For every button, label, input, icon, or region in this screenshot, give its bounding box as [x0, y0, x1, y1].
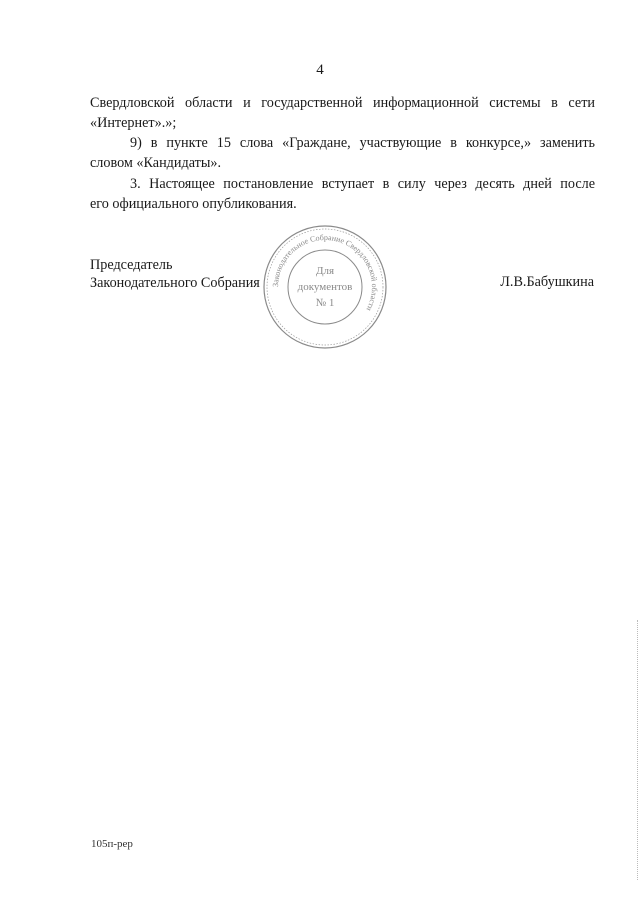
signer-title-line: Председатель: [90, 257, 173, 273]
seal-center-line: № 1: [315, 297, 335, 309]
paragraph-continuation: [90, 93, 595, 133]
paragraph-line: Свердловской области и государственной информационной системы в сети: [90, 95, 595, 111]
seal-center-line: документов: [297, 281, 353, 293]
signer-title: [90, 256, 260, 292]
scan-edge-mark: [636, 620, 638, 880]
page-number: 4: [316, 62, 324, 78]
official-seal-stamp: [262, 224, 388, 350]
seal-ring-text: Законодательное Собрание Свердловской области: [270, 232, 380, 313]
paragraph-line: его официального опубликования.: [90, 196, 297, 212]
paragraph-line: 3. Настоящее постановление вступает в силу через десять дней после: [130, 176, 595, 192]
signer-name: Л.В.Бабушкина: [500, 274, 594, 290]
paragraph-item-3: [90, 174, 595, 214]
seal-center-line: Для: [315, 265, 335, 277]
paragraph-line: 9) в пункте 15 слова «Граждане, участвующие в конкурсе,» заменить: [130, 135, 595, 151]
paragraph-item-9: [90, 133, 595, 173]
paragraph-line: «Интернет».»;: [90, 115, 177, 131]
signer-title-line: Законодательного Собрания: [90, 275, 260, 291]
paragraph-line: словом «Кандидаты».: [90, 155, 222, 171]
document-code: 105п-рер: [91, 838, 133, 850]
